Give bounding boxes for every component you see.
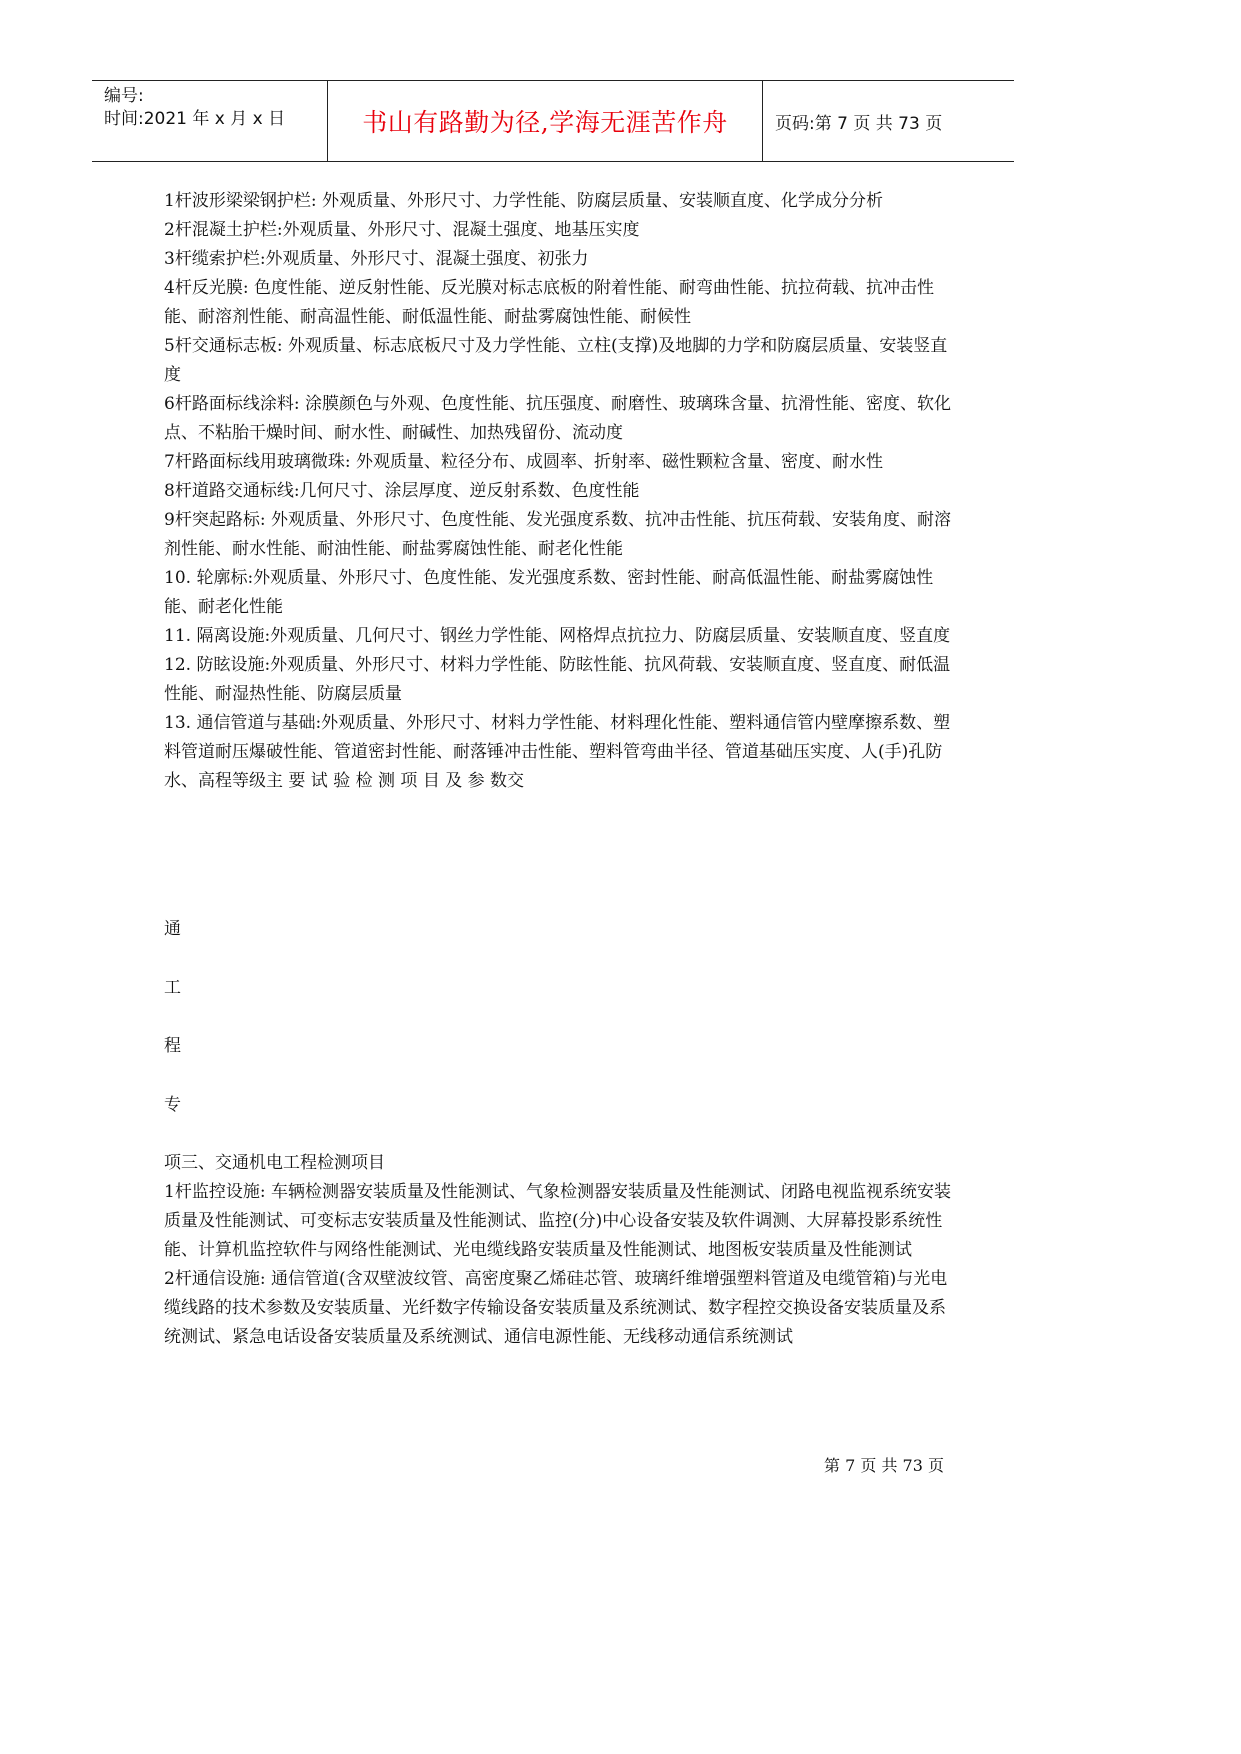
header-motto-cell — [328, 81, 763, 161]
paragraph: 3杆缆索护栏:外观质量、外形尺寸、混凝土强度、初张力 — [164, 249, 589, 269]
header-left-cell — [92, 81, 328, 161]
paragraph: 5杆交通标志板: 外观质量、标志底板尺寸及力学性能、立柱(支撑)及地脚的力学和防腐层质量、安装竖直度 — [164, 336, 948, 385]
header-page-cell — [763, 81, 1014, 161]
paragraph: 6杆路面标线涂料: 涂膜颜色与外观、色度性能、抗压强度、耐磨性、玻璃珠含量、抗滑性能、密度、软化点、不粘胎干燥时间、耐水性、耐碱性、加热残留份、流动度 — [164, 394, 951, 443]
vertical-character: 程 — [164, 1036, 181, 1056]
main-text-section-b — [164, 1149, 954, 1352]
main-text-section-a — [164, 187, 954, 796]
paragraph: 2杆通信设施: 通信管道(含双壁波纹管、高密度聚乙烯硅芯管、玻璃纤维增强塑料管道及电缆管箱)与光电缆线路的技术参数及安装质量、光纤数字传输设备安装质量及系统测试、数字程控交换设备安装质量及系统测试、紧急电话设备安装质量及系统测试、通信电源性能、无线移动通信系统测试 — [164, 1269, 948, 1347]
paragraph: 12. 防眩设施:外观质量、外形尺寸、材料力学性能、防眩性能、抗风荷载、安装顺直度、竖直度、耐低温性能、耐湿热性能、防腐层质量 — [164, 655, 951, 704]
vertical-character: 专 — [164, 1095, 181, 1115]
vertical-character: 通 — [164, 919, 181, 939]
vertical-character: 工 — [164, 978, 181, 998]
footer-page-number: 第 7 页 共 73 页 — [824, 1456, 944, 1475]
header-page-number: 页码:第 7 页 共 73 页 — [775, 113, 943, 134]
paragraph: 13. 通信管道与基础:外观质量、外形尺寸、材料力学性能、材料理化性能、塑料通信管内壁摩擦系数、塑料管道耐压爆破性能、管道密封性能、耐落锤冲击性能、塑料管弯曲半径、管道基础压实度、人(手)孔防水、高程等级主 要 试 验 检 测 项 目 及 参 数交 — [164, 713, 951, 791]
serial-number-label: 编号: — [104, 86, 144, 106]
paragraph: 10. 轮廓标:外观质量、外形尺寸、色度性能、发光强度系数、密封性能、耐高低温性能、耐盐雾腐蚀性能、耐老化性能 — [164, 568, 934, 617]
paragraph: 9杆突起路标: 外观质量、外形尺寸、色度性能、发光强度系数、抗冲击性能、抗压荷载、安装角度、耐溶剂性能、耐水性能、耐油性能、耐盐雾腐蚀性能、耐老化性能 — [164, 510, 951, 559]
paragraph: 2杆混凝土护栏:外观质量、外形尺寸、混凝土强度、地基压实度 — [164, 220, 640, 240]
page-header — [92, 80, 1014, 162]
date-text: 时间:2021 年 x 月 x 日 — [104, 109, 286, 129]
paragraph: 8杆道路交通标线:几何尺寸、涂层厚度、逆反射系数、色度性能 — [164, 481, 640, 501]
paragraph: 1杆波形梁梁钢护栏: 外观质量、外形尺寸、力学性能、防腐层质量、安装顺直度、化学成分分析 — [164, 191, 883, 211]
paragraph: 7杆路面标线用玻璃微珠: 外观质量、粒径分布、成圆率、折射率、磁性颗粒含量、密度、耐水性 — [164, 452, 883, 472]
paragraph: 11. 隔离设施:外观质量、几何尺寸、钢丝力学性能、网格焊点抗拉力、防腐层质量、安装顺直度、竖直度 — [164, 626, 951, 646]
section-heading: 项三、交通机电工程检测项目 — [164, 1153, 385, 1173]
header-motto: 书山有路勤为径,学海无涯苦作舟 — [362, 108, 728, 137]
paragraph: 4杆反光膜: 色度性能、逆反射性能、反光膜对标志底板的附着性能、耐弯曲性能、抗拉荷载、抗冲击性能、耐溶剂性能、耐高温性能、耐低温性能、耐盐雾腐蚀性能、耐候性 — [164, 278, 934, 327]
paragraph: 1杆监控设施: 车辆检测器安装质量及性能测试、气象检测器安装质量及性能测试、闭路电视监视系统安装质量及性能测试、可变标志安装质量及性能测试、监控(分)中心设备安装及软件调测、大屏幕投影系统性能、计算机监控软件与网络性能测试、光电缆线路安装质量及性能测试、地图板安装质量及性能测试 — [164, 1182, 951, 1260]
